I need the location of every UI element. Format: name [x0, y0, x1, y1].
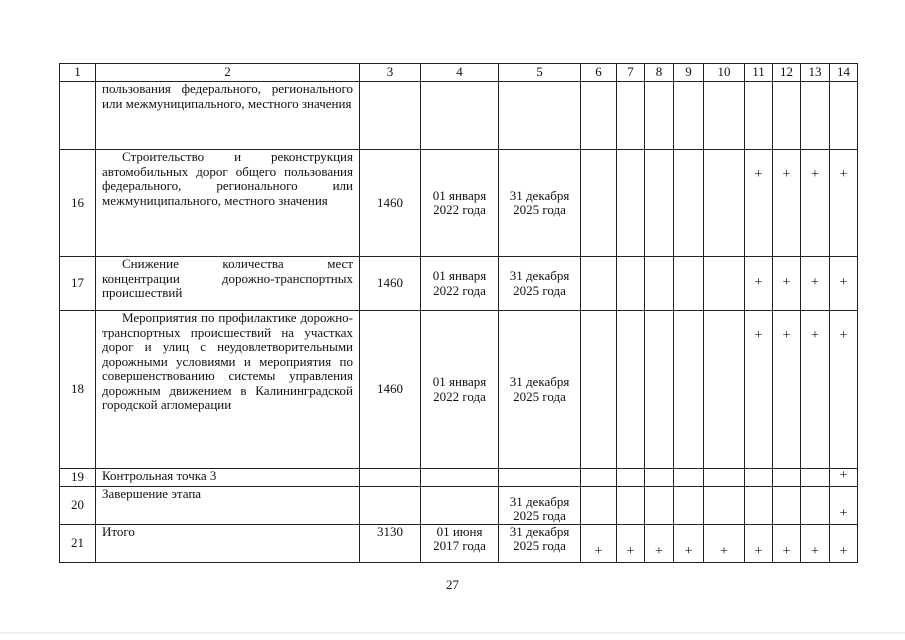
row-duration: 1460: [360, 311, 421, 469]
empty-cell: [801, 469, 830, 487]
empty-cell: [773, 82, 801, 150]
row-number: 17: [60, 257, 96, 311]
empty-cell: [674, 469, 704, 487]
empty-cell: [645, 82, 674, 150]
header-cell: 12: [773, 64, 801, 82]
plus-mark: +: [704, 524, 745, 562]
plus-mark: +: [830, 469, 858, 487]
empty-cell: [645, 150, 674, 257]
empty-cell: [645, 486, 674, 524]
empty-cell: [704, 311, 745, 469]
plus-mark: +: [801, 257, 830, 311]
empty-cell: [360, 486, 421, 524]
plus-mark: +: [801, 524, 830, 562]
plus-mark: +: [830, 150, 858, 257]
row-number: 21: [60, 524, 96, 562]
page-edge-divider: [0, 632, 905, 634]
empty-cell: [704, 469, 745, 487]
empty-cell: [745, 469, 773, 487]
empty-cell: [499, 82, 581, 150]
empty-cell: [674, 257, 704, 311]
empty-cell: [581, 311, 617, 469]
plus-mark: +: [830, 486, 858, 524]
header-row: [60, 64, 858, 82]
table-row: [60, 524, 858, 562]
plus-mark: +: [773, 150, 801, 257]
empty-cell: [674, 311, 704, 469]
empty-cell: [674, 150, 704, 257]
row-number: 19: [60, 469, 96, 487]
row-description: Контрольная точка 3: [96, 469, 360, 487]
table-row: [60, 82, 858, 150]
page-number: 27: [446, 577, 459, 592]
empty-cell: [617, 311, 645, 469]
header-cell: 8: [645, 64, 674, 82]
empty-cell: [421, 469, 499, 487]
empty-cell: [745, 486, 773, 524]
empty-cell: [674, 486, 704, 524]
header-cell: 3: [360, 64, 421, 82]
empty-cell: [801, 82, 830, 150]
table-row: [60, 469, 858, 487]
empty-cell: [617, 469, 645, 487]
table-row: [60, 486, 858, 524]
row-description: Мероприятия по профилактике дорожно-транспортных происшествий на участках дорог и улиц с неудовлетворительными дорожными условиями и мероприятия по совершенствованию системы управления дорожным движением в Калининградской городской агломерации: [96, 311, 360, 469]
empty-cell: [773, 486, 801, 524]
row-number: [60, 82, 96, 150]
header-cell: 5: [499, 64, 581, 82]
plus-mark: +: [645, 524, 674, 562]
plus-mark: +: [617, 524, 645, 562]
schedule-table: [59, 63, 858, 563]
row-description: Строительство и реконструкция автомобильных дорог общего пользования федерального, регионального или межмуниципального, местного значения: [96, 150, 360, 257]
empty-cell: [704, 150, 745, 257]
header-cell: 7: [617, 64, 645, 82]
row-number: 20: [60, 486, 96, 524]
plus-mark: +: [581, 524, 617, 562]
header-cell: 13: [801, 64, 830, 82]
row-end-date: 31 декабря 2025 года: [499, 524, 581, 562]
plus-mark: +: [745, 150, 773, 257]
plus-mark: +: [830, 524, 858, 562]
empty-cell: [617, 257, 645, 311]
header-cell: 4: [421, 64, 499, 82]
row-end-date: 31 декабря 2025 года: [499, 257, 581, 311]
row-end-date: 31 декабря 2025 года: [499, 486, 581, 524]
empty-cell: [704, 257, 745, 311]
row-duration: 1460: [360, 150, 421, 257]
row-number: 16: [60, 150, 96, 257]
row-number: 18: [60, 311, 96, 469]
plus-mark: +: [830, 311, 858, 469]
table-row: [60, 150, 858, 257]
table-row: [60, 311, 858, 469]
plus-mark: +: [773, 311, 801, 469]
plus-mark: +: [745, 311, 773, 469]
empty-cell: [617, 82, 645, 150]
empty-cell: [499, 469, 581, 487]
header-cell: 14: [830, 64, 858, 82]
empty-cell: [773, 469, 801, 487]
row-start-date: 01 января 2022 года: [421, 150, 499, 257]
empty-cell: [830, 82, 858, 150]
empty-cell: [704, 486, 745, 524]
plus-mark: +: [745, 257, 773, 311]
row-duration: 3130: [360, 524, 421, 562]
table-row: [60, 257, 858, 311]
empty-cell: [581, 486, 617, 524]
plus-mark: +: [773, 257, 801, 311]
row-start-date: 01 июня 2017 года: [421, 524, 499, 562]
empty-cell: [421, 82, 499, 150]
row-start-date: 01 января 2022 года: [421, 311, 499, 469]
empty-cell: [674, 82, 704, 150]
empty-cell: [581, 150, 617, 257]
row-description: Снижение количества мест концентрации дорожно-транспортных происшествий: [96, 257, 360, 311]
header-cell: 10: [704, 64, 745, 82]
empty-cell: [745, 82, 773, 150]
plus-mark: +: [801, 311, 830, 469]
empty-cell: [645, 257, 674, 311]
empty-cell: [645, 469, 674, 487]
row-description: Завершение этапа: [96, 486, 360, 524]
empty-cell: [581, 469, 617, 487]
row-start-date: 01 января 2022 года: [421, 257, 499, 311]
empty-cell: [421, 486, 499, 524]
row-description: Итого: [96, 524, 360, 562]
plus-mark: +: [801, 150, 830, 257]
plus-mark: +: [674, 524, 704, 562]
header-cell: 2: [96, 64, 360, 82]
empty-cell: [360, 82, 421, 150]
header-cell: 11: [745, 64, 773, 82]
empty-cell: [801, 486, 830, 524]
row-end-date: 31 декабря 2025 года: [499, 311, 581, 469]
row-duration: 1460: [360, 257, 421, 311]
header-cell: 6: [581, 64, 617, 82]
empty-cell: [360, 469, 421, 487]
empty-cell: [617, 150, 645, 257]
plus-mark: +: [773, 524, 801, 562]
header-cell: 9: [674, 64, 704, 82]
empty-cell: [581, 257, 617, 311]
empty-cell: [645, 311, 674, 469]
plus-mark: +: [745, 524, 773, 562]
empty-cell: [704, 82, 745, 150]
header-cell: 1: [60, 64, 96, 82]
row-end-date: 31 декабря 2025 года: [499, 150, 581, 257]
empty-cell: [581, 82, 617, 150]
empty-cell: [617, 486, 645, 524]
plus-mark: +: [830, 257, 858, 311]
row-description: пользования федерального, регионального или межмуниципального, местного значения: [96, 82, 360, 150]
